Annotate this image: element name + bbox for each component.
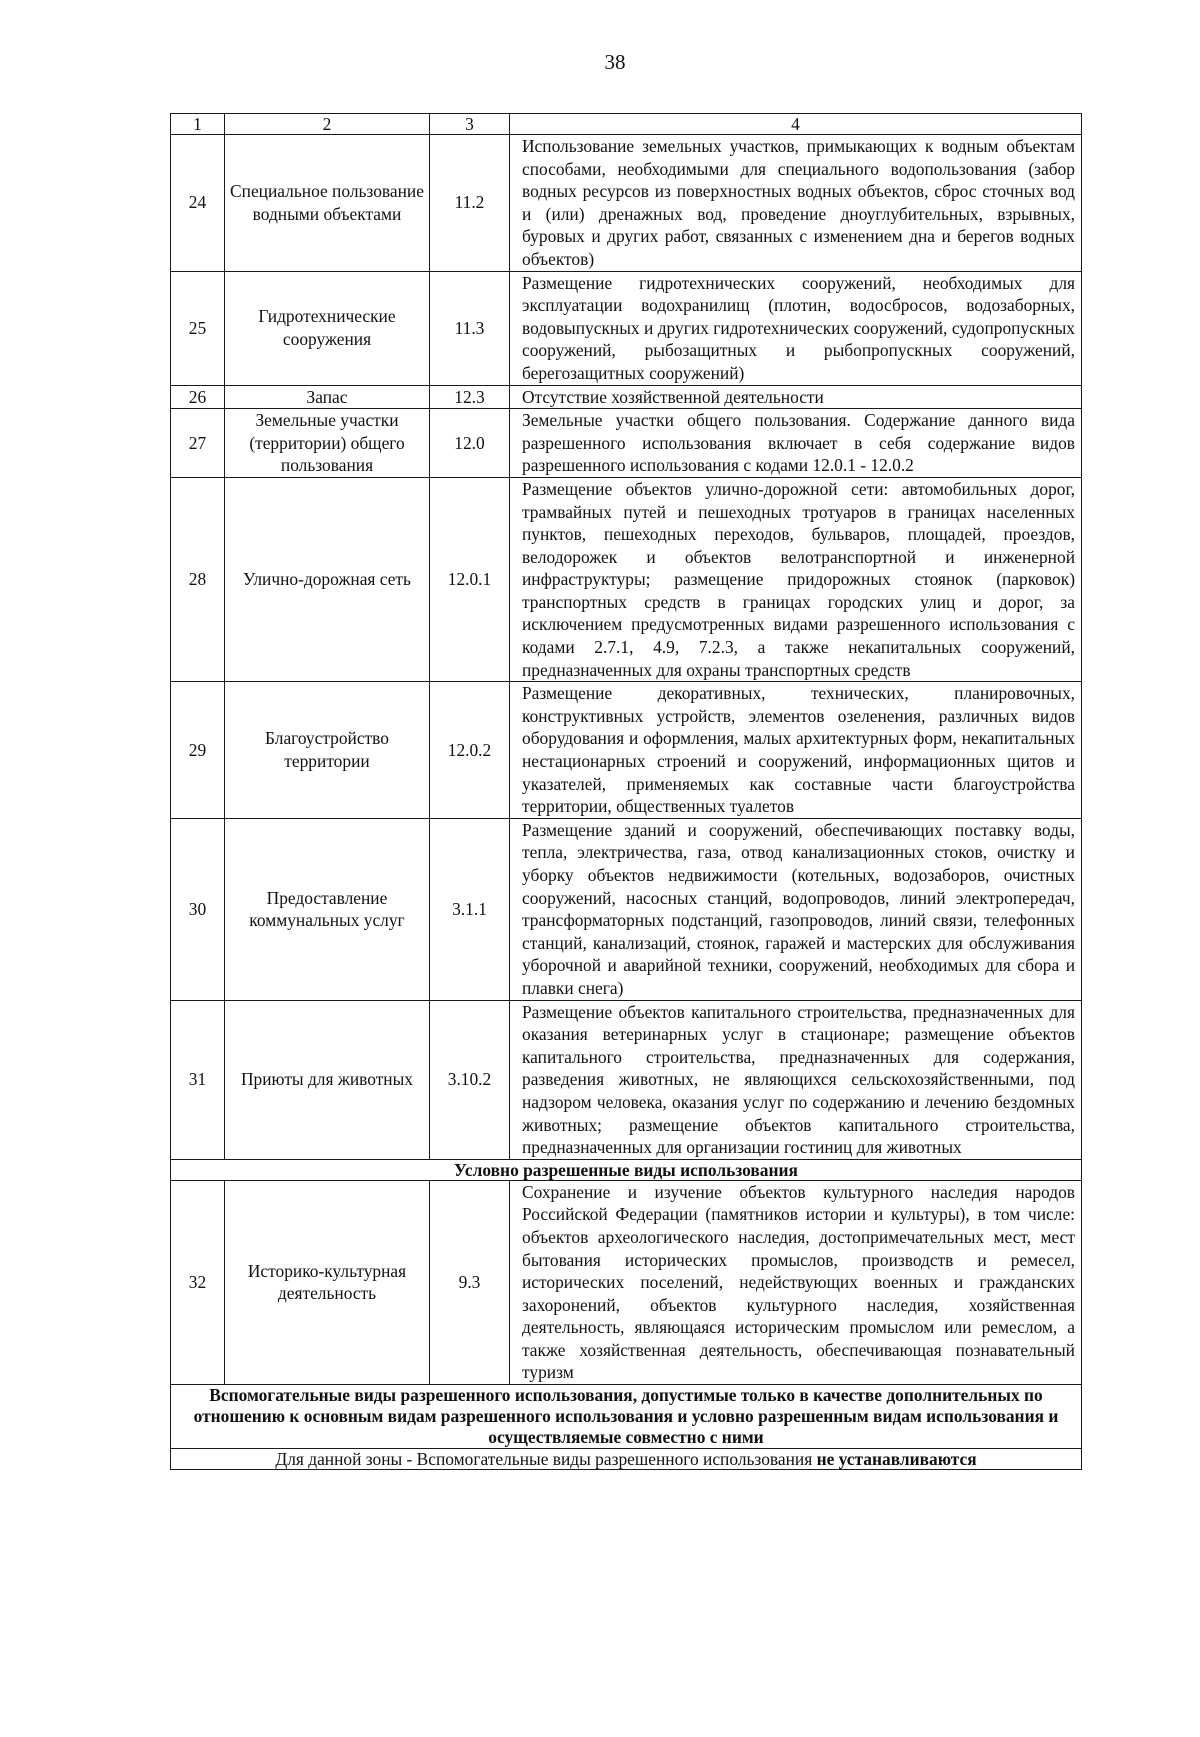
use-type-code: 12.0.2 <box>430 682 510 819</box>
column-header-row <box>171 114 1082 135</box>
row-number: 31 <box>171 1000 225 1159</box>
row-number: 24 <box>171 135 225 272</box>
use-type-description: Размещение объектов улично-дорожной сети: автомобильных дорог, трамвайных путей и пешеходных тротуаров в границах населенных пунктов, пешеходных переходов, бульваров, площадей, проездов, велодорожек и объектов велотранспортной и инженерной инфраструктуры; размещение придорожных стоянок (парковок) транспортных средств в границах городских улиц и дорог, за исключением предусмотренных видами разрешенного использования с кодами 2.7.1, 4.9, 7.2.3, а также некапитальных сооружений, предназначенных для охраны транспортных средств <box>510 477 1082 681</box>
use-type-code: 12.3 <box>430 385 510 409</box>
row-number: 29 <box>171 682 225 819</box>
auxiliary-uses-title: Вспомогательные виды разрешенного использования, допустимые только в качестве дополнительных по отношению к основным видам разрешенного использования и условно разрешенным видам использования и осуществляемые совместно с ними <box>171 1385 1082 1449</box>
use-type-description: Размещение объектов капитального строительства, предназначенных для оказания ветеринарных услуг в стационаре; размещение объектов капитального строительства, предназначенных для содержания, разведения животных, не являющихся сельскохозяйственными, под надзором человека, оказания услуг по содержанию и лечению бездомных животных; размещение объектов капитального строительства, предназначенных для организации гостиниц для животных <box>510 1000 1082 1159</box>
row-number: 27 <box>171 409 225 478</box>
column-header-1: 1 <box>171 114 225 135</box>
table-row <box>171 135 1082 272</box>
auxiliary-note-prefix: Для данной зоны - Вспомогательные виды разрешенного использования <box>275 1449 817 1470</box>
use-type-name: Улично-дорожная сеть <box>225 477 430 681</box>
footer-note-row <box>171 1449 1082 1470</box>
land-use-table <box>170 113 1082 1470</box>
use-type-code: 3.1.1 <box>430 818 510 1000</box>
table-row <box>171 271 1082 385</box>
row-number: 32 <box>171 1180 225 1384</box>
use-type-name: Благоустройство территории <box>225 682 430 819</box>
use-type-name: Предоставление коммунальных услуг <box>225 818 430 1000</box>
use-type-name: Историко-культурная деятельность <box>225 1180 430 1384</box>
section-header-row <box>171 1159 1082 1180</box>
table-row <box>171 818 1082 1000</box>
use-type-description: Сохранение и изучение объектов культурного наследия народов Российской Федерации (памятников истории и культуры), в том числе: объектов археологического наследия, достопримечательных мест, мест бытования исторических промыслов, производств и ремесел, исторических поселений, недействующих военных и гражданских захоронений, объектов культурного наследия, хозяйственная деятельность, являющаяся историческим промыслом или ремеслом, а также хозяйственная деятельность, обеспечивающая познавательный туризм <box>510 1180 1082 1384</box>
auxiliary-note-bold: не устанавливаются <box>816 1449 977 1470</box>
use-type-name: Запас <box>225 385 430 409</box>
row-number: 30 <box>171 818 225 1000</box>
table-row <box>171 477 1082 681</box>
use-type-code: 11.2 <box>430 135 510 272</box>
table-row <box>171 1000 1082 1159</box>
column-header-3: 3 <box>430 114 510 135</box>
use-type-code: 12.0 <box>430 409 510 478</box>
use-type-name: Специальное пользование водными объектами <box>225 135 430 272</box>
use-type-description: Отсутствие хозяйственной деятельности <box>510 385 1082 409</box>
use-type-description: Использование земельных участков, примыкающих к водным объектам способами, необходимыми для специального водопользования (забор водных ресурсов из поверхностных водных объектов, сброс сточных вод и (или) дренажных вод, проведение дноуглубительных, взрывных, буровых и других работ, связанных с изменением дна и берегов водных объектов) <box>510 135 1082 272</box>
use-type-name: Земельные участки (территории) общего пользования <box>225 409 430 478</box>
row-number: 25 <box>171 271 225 385</box>
use-type-description: Земельные участки общего пользования. Содержание данного вида разрешенного использования включает в себя содержание видов разрешенного использования с кодами 12.0.1 - 12.0.2 <box>510 409 1082 478</box>
column-header-2: 2 <box>225 114 430 135</box>
table-row <box>171 385 1082 409</box>
table-row <box>171 1180 1082 1384</box>
use-type-name: Приюты для животных <box>225 1000 430 1159</box>
auxiliary-uses-note <box>171 1449 1082 1470</box>
use-type-code: 9.3 <box>430 1180 510 1384</box>
use-type-description: Размещение зданий и сооружений, обеспечивающих поставку воды, тепла, электричества, газа, отвод канализационных стоков, очистку и уборку объектов недвижимости (котельных, водозаборов, очистных сооружений, насосных станций, водопроводов, линий электропередач, трансформаторных подстанций, газопроводов, линий связи, телефонных станций, канализаций, стоянок, гаражей и мастерских для обслуживания уборочной и аварийной техники, сооружений, необходимых для сбора и плавки снега) <box>510 818 1082 1000</box>
use-type-description: Размещение декоративных, технических, планировочных, конструктивных устройств, элементов озеленения, различных видов оборудования и оформления, малых архитектурных форм, некапитальных нестационарных строений и сооружений, информационных щитов и указателей, применяемых как составные части благоустройства территории, общественных туалетов <box>510 682 1082 819</box>
row-number: 26 <box>171 385 225 409</box>
column-header-4: 4 <box>510 114 1082 135</box>
use-type-code: 12.0.1 <box>430 477 510 681</box>
page-number: 38 <box>604 50 626 74</box>
table-row <box>171 409 1082 478</box>
use-type-description: Размещение гидротехнических сооружений, необходимых для эксплуатации водохранилищ (плотин, водосбросов, водозаборных, водовыпускных и других гидротехнических сооружений, судопропускных сооружений, рыбозащитных и рыбопропускных сооружений, берегозащитных сооружений) <box>510 271 1082 385</box>
row-number: 28 <box>171 477 225 681</box>
conditional-uses-title: Условно разрешенные виды использования <box>171 1159 1082 1180</box>
use-type-code: 3.10.2 <box>430 1000 510 1159</box>
use-type-name: Гидротехнические сооружения <box>225 271 430 385</box>
use-type-code: 11.3 <box>430 271 510 385</box>
table-row <box>171 682 1082 819</box>
section-header-row <box>171 1385 1082 1449</box>
